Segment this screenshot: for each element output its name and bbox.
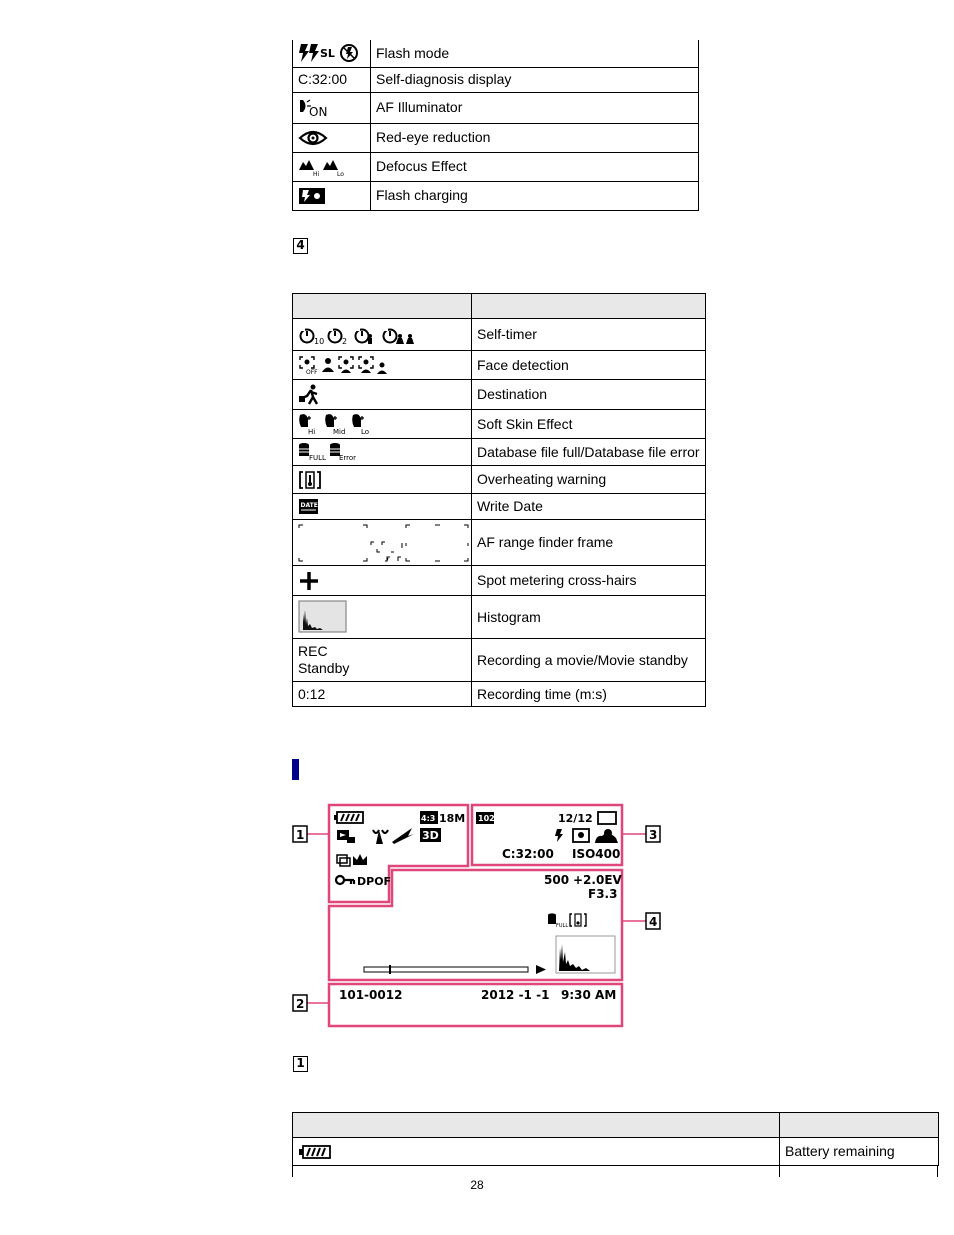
histogram-display bbox=[556, 936, 615, 973]
exposure-value-text: +2.0EV bbox=[573, 873, 622, 887]
database-icon bbox=[298, 442, 362, 462]
folder-text: 102 bbox=[478, 814, 495, 823]
header-cell bbox=[293, 1113, 780, 1138]
indicator-table-1 bbox=[292, 1112, 939, 1166]
database-full-icon bbox=[548, 913, 568, 929]
rec-text: REC bbox=[298, 643, 328, 659]
memory-card-icon bbox=[598, 812, 616, 824]
row-desc: Overheating warning bbox=[472, 466, 706, 494]
table-row bbox=[293, 439, 706, 466]
row-desc: Face detection bbox=[472, 351, 706, 380]
scene-icons bbox=[373, 828, 414, 844]
aperture-text: F3.3 bbox=[588, 887, 618, 901]
table-row bbox=[293, 181, 699, 210]
table-row bbox=[293, 1138, 939, 1166]
table-row bbox=[293, 123, 699, 152]
table-row bbox=[293, 520, 706, 566]
3d-text: 3D bbox=[422, 829, 439, 842]
row-desc: Defocus Effect bbox=[371, 152, 699, 181]
table-row bbox=[293, 682, 706, 707]
flash-charging-icon bbox=[298, 187, 328, 205]
table-row bbox=[293, 494, 706, 520]
table-row bbox=[293, 152, 699, 181]
row-desc: Red-eye reduction bbox=[371, 123, 699, 152]
file-number-text: 101-0012 bbox=[339, 988, 403, 1002]
table-row bbox=[293, 466, 706, 494]
crosshair-icon bbox=[298, 570, 320, 592]
defocus-icon bbox=[298, 157, 350, 177]
diagram-label-2: 2 bbox=[296, 997, 305, 1011]
section-number-4: 4 bbox=[293, 238, 308, 254]
row-desc: Battery remaining bbox=[780, 1138, 939, 1166]
self-diagnosis-text: C:32:00 bbox=[293, 67, 371, 92]
standby-text: Standby bbox=[298, 660, 350, 676]
svg-text:SL: SL bbox=[320, 47, 335, 61]
af-frame-icon bbox=[298, 523, 470, 563]
svg-text:FULL: FULL bbox=[309, 454, 326, 462]
row-desc: Recording time (m:s) bbox=[472, 682, 706, 707]
row-desc: Spot metering cross-hairs bbox=[472, 566, 706, 596]
self-diagnosis-display: C:32:00 bbox=[502, 847, 554, 861]
header-cell bbox=[472, 294, 706, 319]
battery-icon bbox=[334, 812, 363, 823]
row-desc: Soft Skin Effect bbox=[472, 410, 706, 439]
shutter-speed-text: 500 bbox=[544, 873, 570, 887]
playback-mode-icon bbox=[337, 830, 355, 843]
indicator-table-4 bbox=[292, 293, 706, 707]
time-text: 9:30 AM bbox=[561, 988, 617, 1002]
section-number-1: 1 bbox=[293, 1056, 308, 1072]
face-detection-icon bbox=[298, 355, 390, 375]
svg-text:Error: Error bbox=[339, 454, 357, 462]
white-balance-icon bbox=[595, 829, 618, 843]
diagram-label-4: 4 bbox=[649, 915, 658, 929]
table-row bbox=[293, 351, 706, 380]
battery-icon bbox=[298, 1144, 332, 1160]
table-row bbox=[293, 40, 699, 67]
image-count-text: 12/12 bbox=[558, 812, 593, 825]
table-header bbox=[293, 1113, 939, 1138]
self-timer-icon bbox=[298, 324, 418, 346]
svg-text:FULL: FULL bbox=[556, 923, 569, 929]
svg-text:Lo: Lo bbox=[361, 428, 370, 435]
row-desc: Destination bbox=[472, 380, 706, 410]
write-date-icon bbox=[298, 498, 320, 516]
header-cell bbox=[293, 294, 472, 319]
dpof-text: DPOF bbox=[357, 875, 392, 888]
row-desc: Histogram bbox=[472, 596, 706, 639]
svg-text:2: 2 bbox=[342, 336, 348, 346]
table-row bbox=[293, 410, 706, 439]
svg-text:Hi: Hi bbox=[308, 428, 316, 435]
overheating-icon bbox=[298, 470, 322, 490]
image-size-text: 18M bbox=[439, 812, 466, 825]
table-row-partial bbox=[292, 1165, 938, 1177]
red-eye-icon bbox=[298, 129, 328, 147]
row-desc: Flash charging bbox=[371, 181, 699, 210]
crown-icon bbox=[353, 854, 367, 865]
table-header bbox=[293, 294, 706, 319]
diagram-label-3: 3 bbox=[649, 828, 658, 842]
destination-icon bbox=[298, 384, 322, 406]
flash-mode-icon bbox=[298, 43, 360, 63]
indicator-table-top bbox=[292, 40, 699, 211]
table-row bbox=[293, 596, 706, 639]
svg-text:10: 10 bbox=[314, 336, 325, 346]
table-row bbox=[293, 380, 706, 410]
table-row bbox=[293, 92, 699, 123]
row-desc: AF range finder frame bbox=[472, 520, 706, 566]
soft-skin-icon bbox=[298, 413, 374, 435]
svg-text:ON: ON bbox=[309, 104, 328, 118]
svg-text:DATE: DATE bbox=[300, 501, 318, 509]
row-desc: Recording a movie/Movie standby bbox=[472, 639, 706, 682]
burst-icon bbox=[337, 855, 350, 866]
header-cell bbox=[780, 1113, 939, 1138]
row-desc: Self-timer bbox=[472, 319, 706, 351]
row-desc: Self-diagnosis display bbox=[371, 67, 699, 92]
svg-text:Hi: Hi bbox=[313, 170, 320, 177]
svg-text:Lo: Lo bbox=[337, 170, 344, 177]
flash-icon bbox=[555, 829, 563, 842]
histogram-icon bbox=[298, 600, 348, 634]
row-desc: Flash mode bbox=[371, 40, 699, 67]
row-desc: Write Date bbox=[472, 494, 706, 520]
flash-mode-icon-cell bbox=[293, 40, 371, 67]
overheating-warning-icon bbox=[570, 914, 586, 926]
row-desc: Database file full/Database file error bbox=[472, 439, 706, 466]
recording-time-text: 0:12 bbox=[293, 682, 472, 707]
table-row bbox=[293, 67, 699, 92]
playback-bar bbox=[364, 965, 546, 974]
aspect-ratio-text: 4:3 bbox=[421, 814, 436, 823]
svg-text:OFF: OFF bbox=[306, 369, 318, 375]
table-row bbox=[293, 319, 706, 351]
diagram-label-1: 1 bbox=[296, 828, 305, 842]
svg-text:Mid: Mid bbox=[333, 428, 346, 435]
section-heading-bar bbox=[292, 759, 299, 780]
table-row bbox=[293, 639, 706, 682]
screen-diagram bbox=[290, 800, 670, 1035]
page-number: 28 bbox=[470, 1178, 484, 1192]
protect-icon bbox=[336, 876, 354, 884]
iso-text: ISO400 bbox=[572, 847, 621, 861]
af-illuminator-icon bbox=[298, 98, 334, 118]
date-text: 2012 -1 -1 bbox=[481, 988, 550, 1002]
metering-icon bbox=[573, 829, 589, 842]
table-row bbox=[293, 566, 706, 596]
row-desc: AF Illuminator bbox=[371, 92, 699, 123]
